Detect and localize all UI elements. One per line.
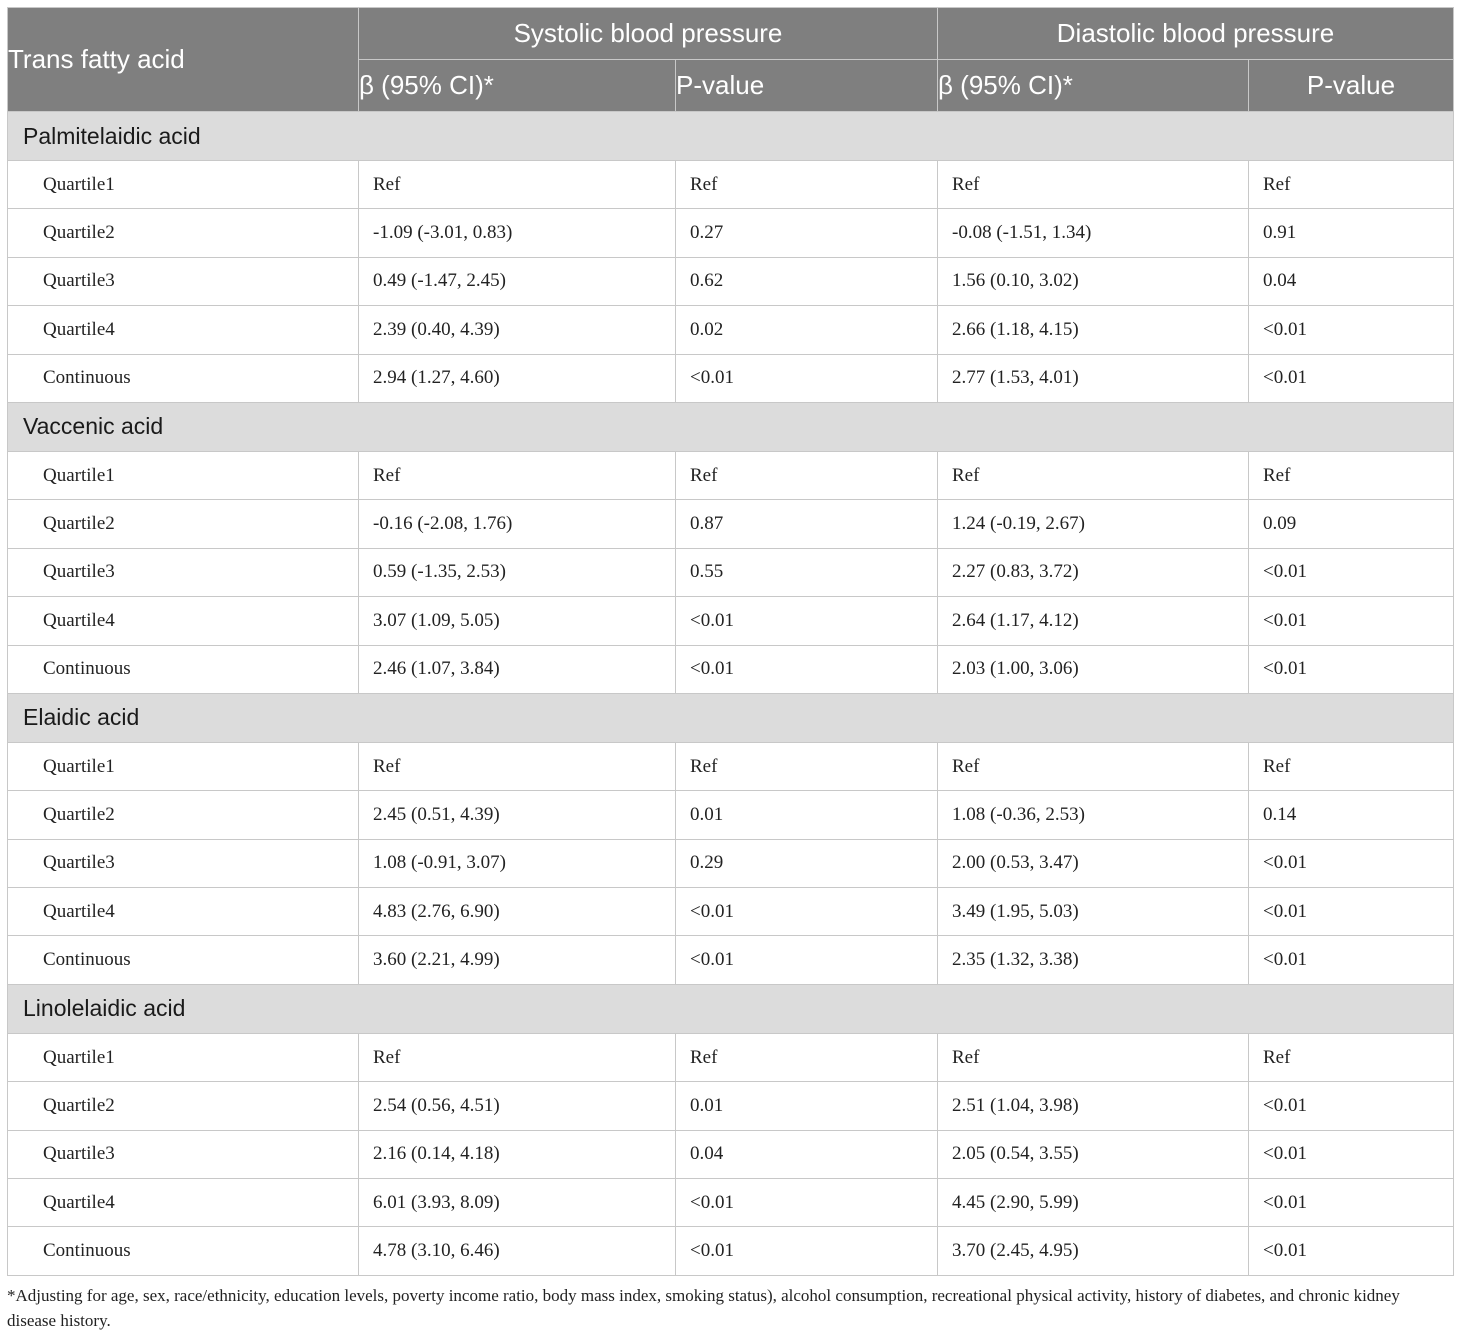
header-dbp-pvalue: P-value <box>1249 60 1454 112</box>
sbp-pvalue-cell: 0.01 <box>676 1082 938 1130</box>
sbp-pvalue-cell: Ref <box>676 1033 938 1081</box>
sbp-pvalue-cell: 0.62 <box>676 257 938 305</box>
sbp-pvalue-cell: 0.87 <box>676 500 938 548</box>
sbp-beta-cell: 1.08 (-0.91, 3.07) <box>359 839 676 887</box>
dbp-pvalue-cell: <0.01 <box>1249 354 1454 402</box>
row-label: Quartile3 <box>8 257 359 305</box>
sbp-pvalue-cell: Ref <box>676 742 938 790</box>
table-row <box>8 257 1454 305</box>
dbp-pvalue-cell: <0.01 <box>1249 936 1454 984</box>
table-row <box>8 209 1454 257</box>
table-row <box>8 597 1454 645</box>
dbp-beta-cell: 2.66 (1.18, 4.15) <box>938 306 1249 354</box>
table-row <box>8 839 1454 887</box>
sbp-pvalue-cell: <0.01 <box>676 1179 938 1227</box>
table-row <box>8 548 1454 596</box>
table-row <box>8 354 1454 402</box>
row-label: Continuous <box>8 645 359 693</box>
sbp-beta-cell: 3.07 (1.09, 5.05) <box>359 597 676 645</box>
dbp-beta-cell: 1.56 (0.10, 3.02) <box>938 257 1249 305</box>
dbp-pvalue-cell: <0.01 <box>1249 888 1454 936</box>
dbp-beta-cell: 1.24 (-0.19, 2.67) <box>938 500 1249 548</box>
table-row <box>8 451 1454 499</box>
table-row <box>8 1227 1454 1275</box>
dbp-beta-cell: 2.35 (1.32, 3.38) <box>938 936 1249 984</box>
table-row <box>8 742 1454 790</box>
sbp-pvalue-cell: 0.55 <box>676 548 938 596</box>
dbp-pvalue-cell: <0.01 <box>1249 839 1454 887</box>
dbp-beta-cell: Ref <box>938 1033 1249 1081</box>
row-label: Quartile4 <box>8 888 359 936</box>
dbp-pvalue-cell: Ref <box>1249 1033 1454 1081</box>
dbp-pvalue-cell: Ref <box>1249 451 1454 499</box>
sbp-pvalue-cell: Ref <box>676 161 938 209</box>
dbp-pvalue-cell: <0.01 <box>1249 548 1454 596</box>
sbp-beta-cell: 0.59 (-1.35, 2.53) <box>359 548 676 596</box>
sbp-beta-cell: -1.09 (-3.01, 0.83) <box>359 209 676 257</box>
sbp-beta-cell: 2.46 (1.07, 3.84) <box>359 645 676 693</box>
dbp-pvalue-cell: <0.01 <box>1249 1227 1454 1275</box>
row-label: Quartile3 <box>8 839 359 887</box>
group-row <box>8 693 1454 742</box>
dbp-beta-cell: 1.08 (-0.36, 2.53) <box>938 791 1249 839</box>
results-table-container <box>7 7 1453 1276</box>
dbp-pvalue-cell: <0.01 <box>1249 1130 1454 1178</box>
sbp-beta-cell: -0.16 (-2.08, 1.76) <box>359 500 676 548</box>
dbp-beta-cell: 2.05 (0.54, 3.55) <box>938 1130 1249 1178</box>
sbp-pvalue-cell: 0.02 <box>676 306 938 354</box>
sbp-pvalue-cell: 0.29 <box>676 839 938 887</box>
group-name: Linolelaidic acid <box>8 984 1454 1033</box>
group-row <box>8 984 1454 1033</box>
group-name: Palmitelaidic acid <box>8 112 1454 161</box>
group-row <box>8 112 1454 161</box>
sbp-beta-cell: 2.94 (1.27, 4.60) <box>359 354 676 402</box>
header-systolic-bp: Systolic blood pressure <box>359 8 938 60</box>
row-label: Quartile1 <box>8 161 359 209</box>
row-label: Quartile4 <box>8 306 359 354</box>
sbp-pvalue-cell: 0.04 <box>676 1130 938 1178</box>
row-label: Quartile1 <box>8 742 359 790</box>
sbp-beta-cell: 4.78 (3.10, 6.46) <box>359 1227 676 1275</box>
dbp-pvalue-cell: <0.01 <box>1249 1179 1454 1227</box>
dbp-pvalue-cell: 0.91 <box>1249 209 1454 257</box>
row-label: Quartile1 <box>8 451 359 499</box>
table-header <box>8 8 1454 112</box>
row-label: Quartile2 <box>8 209 359 257</box>
sbp-beta-cell: 6.01 (3.93, 8.09) <box>359 1179 676 1227</box>
dbp-beta-cell: -0.08 (-1.51, 1.34) <box>938 209 1249 257</box>
dbp-beta-cell: 3.70 (2.45, 4.95) <box>938 1227 1249 1275</box>
header-trans-fatty-acid: Trans fatty acid <box>8 8 359 112</box>
sbp-beta-cell: 3.60 (2.21, 4.99) <box>359 936 676 984</box>
row-label: Quartile4 <box>8 1179 359 1227</box>
dbp-beta-cell: 2.77 (1.53, 4.01) <box>938 354 1249 402</box>
table-row <box>8 936 1454 984</box>
dbp-beta-cell: 3.49 (1.95, 5.03) <box>938 888 1249 936</box>
results-table <box>7 7 1454 1276</box>
dbp-pvalue-cell: <0.01 <box>1249 306 1454 354</box>
sbp-beta-cell: Ref <box>359 1033 676 1081</box>
header-sbp-beta: β (95% CI)* <box>359 60 676 112</box>
sbp-pvalue-cell: Ref <box>676 451 938 499</box>
row-label: Quartile3 <box>8 548 359 596</box>
dbp-pvalue-cell: Ref <box>1249 161 1454 209</box>
table-footnote: *Adjusting for age, sex, race/ethnicity, education levels, poverty income ratio, body mass index, smoking status), alcohol consumption, recreational physical activity, history of diabetes, and chronic kidney disease history. <box>7 1286 1400 1330</box>
group-name: Vaccenic acid <box>8 402 1454 451</box>
sbp-pvalue-cell: 0.01 <box>676 791 938 839</box>
table-row <box>8 1179 1454 1227</box>
row-label: Quartile2 <box>8 500 359 548</box>
dbp-beta-cell: 2.27 (0.83, 3.72) <box>938 548 1249 596</box>
dbp-pvalue-cell: <0.01 <box>1249 597 1454 645</box>
sbp-pvalue-cell: <0.01 <box>676 645 938 693</box>
sbp-beta-cell: 0.49 (-1.47, 2.45) <box>359 257 676 305</box>
table-row <box>8 1130 1454 1178</box>
dbp-beta-cell: Ref <box>938 742 1249 790</box>
table-body <box>8 112 1454 1276</box>
row-label: Continuous <box>8 354 359 402</box>
table-row <box>8 645 1454 693</box>
sbp-beta-cell: Ref <box>359 451 676 499</box>
sbp-beta-cell: 2.16 (0.14, 4.18) <box>359 1130 676 1178</box>
row-label: Quartile4 <box>8 597 359 645</box>
dbp-beta-cell: Ref <box>938 451 1249 499</box>
sbp-pvalue-cell: <0.01 <box>676 597 938 645</box>
dbp-pvalue-cell: <0.01 <box>1249 645 1454 693</box>
group-row <box>8 402 1454 451</box>
sbp-beta-cell: Ref <box>359 742 676 790</box>
header-sbp-pvalue: P-value <box>676 60 938 112</box>
table-row <box>8 888 1454 936</box>
header-diastolic-bp: Diastolic blood pressure <box>938 8 1454 60</box>
row-label: Quartile2 <box>8 1082 359 1130</box>
row-label: Quartile2 <box>8 791 359 839</box>
table-row <box>8 161 1454 209</box>
table-row <box>8 1033 1454 1081</box>
sbp-beta-cell: 2.54 (0.56, 4.51) <box>359 1082 676 1130</box>
dbp-beta-cell: 2.51 (1.04, 3.98) <box>938 1082 1249 1130</box>
sbp-beta-cell: 2.39 (0.40, 4.39) <box>359 306 676 354</box>
dbp-beta-cell: 4.45 (2.90, 5.99) <box>938 1179 1249 1227</box>
sbp-pvalue-cell: <0.01 <box>676 888 938 936</box>
row-label: Quartile1 <box>8 1033 359 1081</box>
sbp-beta-cell: 2.45 (0.51, 4.39) <box>359 791 676 839</box>
dbp-pvalue-cell: 0.09 <box>1249 500 1454 548</box>
dbp-pvalue-cell: Ref <box>1249 742 1454 790</box>
row-label: Continuous <box>8 936 359 984</box>
dbp-pvalue-cell: 0.14 <box>1249 791 1454 839</box>
dbp-beta-cell: 2.03 (1.00, 3.06) <box>938 645 1249 693</box>
group-name: Elaidic acid <box>8 693 1454 742</box>
header-dbp-beta: β (95% CI)* <box>938 60 1249 112</box>
table-row <box>8 306 1454 354</box>
table-row <box>8 500 1454 548</box>
sbp-pvalue-cell: <0.01 <box>676 354 938 402</box>
row-label: Quartile3 <box>8 1130 359 1178</box>
table-row <box>8 791 1454 839</box>
dbp-pvalue-cell: 0.04 <box>1249 257 1454 305</box>
sbp-pvalue-cell: 0.27 <box>676 209 938 257</box>
dbp-beta-cell: 2.64 (1.17, 4.12) <box>938 597 1249 645</box>
table-row <box>8 1082 1454 1130</box>
row-label: Continuous <box>8 1227 359 1275</box>
sbp-pvalue-cell: <0.01 <box>676 936 938 984</box>
dbp-pvalue-cell: <0.01 <box>1249 1082 1454 1130</box>
dbp-beta-cell: Ref <box>938 161 1249 209</box>
sbp-beta-cell: 4.83 (2.76, 6.90) <box>359 888 676 936</box>
sbp-beta-cell: Ref <box>359 161 676 209</box>
dbp-beta-cell: 2.00 (0.53, 3.47) <box>938 839 1249 887</box>
sbp-pvalue-cell: <0.01 <box>676 1227 938 1275</box>
